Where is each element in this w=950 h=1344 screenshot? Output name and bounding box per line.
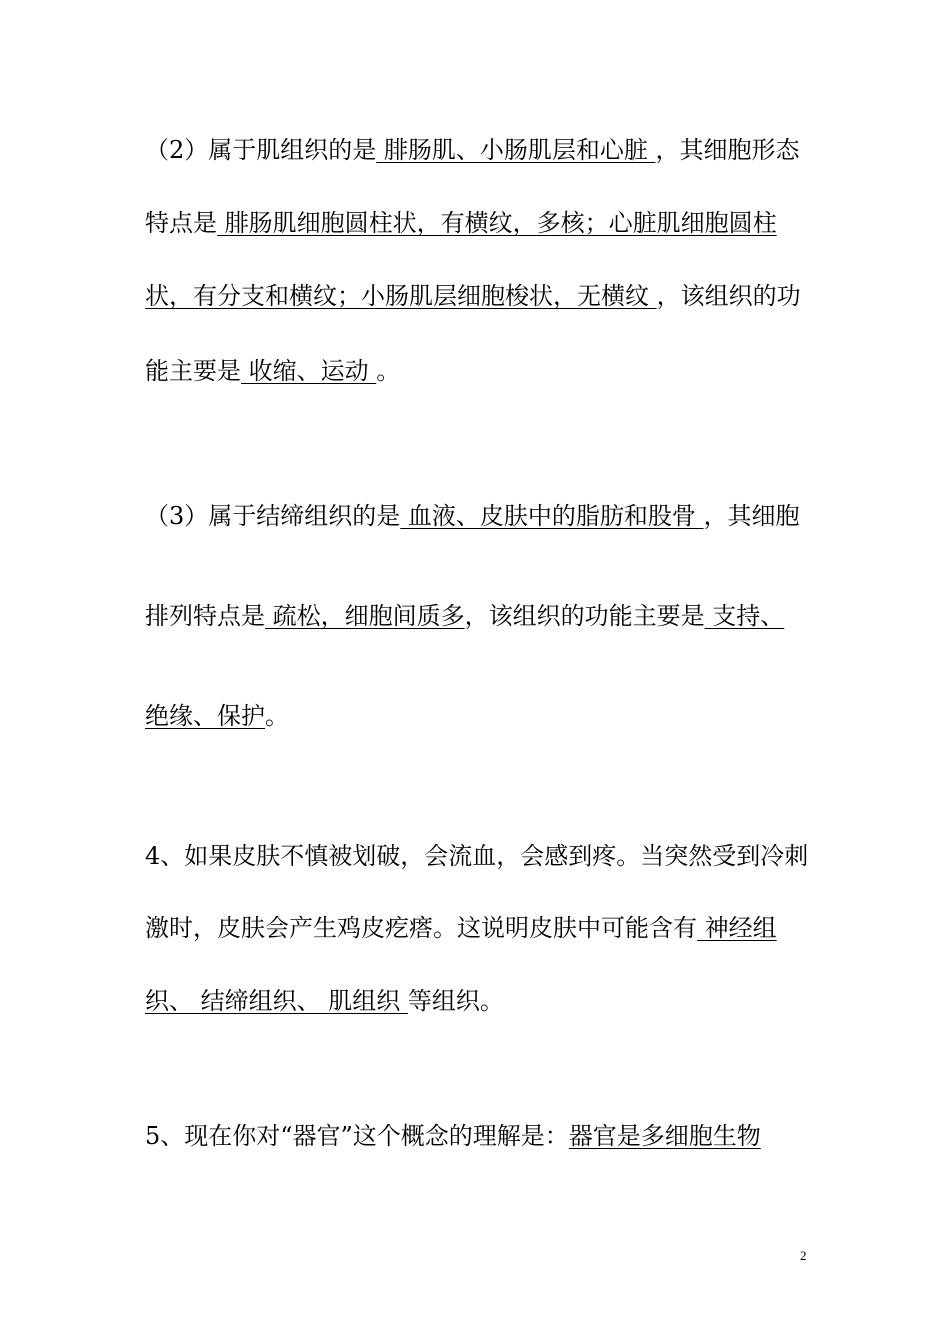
text: 等组织。 [407, 987, 504, 1015]
text: 5、现在你对“器官”这个概念的理解是： [145, 1122, 569, 1150]
text: （3）属于结缔组织的是 [145, 502, 401, 530]
text: 能主要是 [145, 357, 241, 385]
q4-line-1 [145, 840, 807, 872]
answer-blank: 血液、皮肤中的脂肪和股骨 [400, 502, 704, 530]
q2-line-2 [145, 207, 807, 239]
text: ，该组织的功能主要是 [464, 602, 705, 630]
text: ，该组织的功 [656, 282, 801, 310]
q2-line-1 [145, 134, 807, 166]
text: 激时，皮肤会产生鸡皮疙瘩。这说明皮肤中可能含有 [145, 914, 697, 942]
answer-blank: 神经组 [697, 914, 777, 942]
q3-line-2 [145, 600, 807, 632]
q3-line-3 [145, 700, 807, 732]
answer-blank: 状，有分支和横纹；小肠肌层细胞梭状，无横纹 [145, 282, 657, 310]
page-number: 2 [800, 1248, 807, 1263]
text: 。 [265, 702, 289, 730]
answer-blank: 疏松，细胞间质多 [265, 602, 465, 630]
text: 4、如果皮肤不慎被划破，会流血，会感到疼。当突然受到冷刺 [145, 842, 809, 870]
q3-line-1 [145, 500, 807, 532]
q4-line-2 [145, 912, 807, 944]
q4-line-3 [145, 985, 807, 1017]
text: 特点是 [145, 209, 217, 237]
text: ，其细胞形态 [655, 136, 800, 164]
answer-blank: 收缩、运动 [241, 357, 377, 385]
answer-blank: 织、 结缔组织、 肌组织 [145, 987, 408, 1015]
q2-line-4 [145, 355, 807, 387]
text: ，其细胞 [703, 502, 800, 530]
answer-blank: 器官是多细胞生物 [568, 1122, 761, 1150]
answer-blank: 腓肠肌、小肠肌层和心脏 [376, 136, 656, 164]
answer-blank: 支持、 [704, 602, 785, 630]
q5-line-1 [145, 1120, 807, 1152]
text: （2）属于肌组织的是 [145, 136, 377, 164]
text: 。 [376, 357, 401, 385]
q2-line-3 [145, 280, 807, 312]
answer-blank: 绝缘、保护 [145, 702, 265, 730]
answer-blank: 腓肠肌细胞圆柱状，有横纹，多核；心脏肌细胞圆柱 [217, 209, 777, 237]
text: 排列特点是 [145, 602, 265, 630]
